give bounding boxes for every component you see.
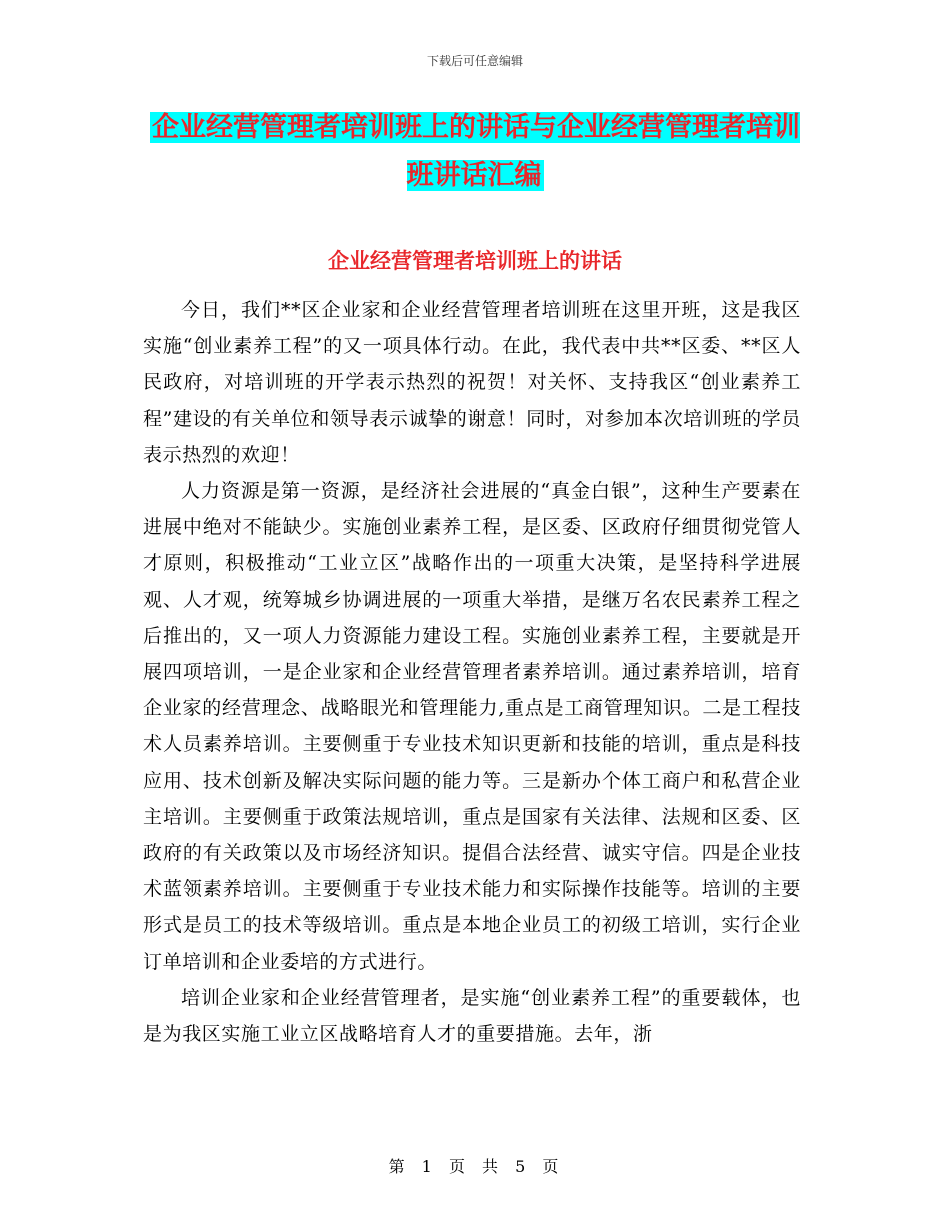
paragraph: 今日，我们**区企业家和企业经营管理者培训班在这里开班，这是我区实施“创业素养工程”的又一项具体行动。在此，我代表中共**区委、**区人民政府，对培训班的开学表示热烈的祝贺！对关怀、支持我区“创业素养工程”建设的有关单位和领导表示诚挚的谢意！同时，对参加本次培训班的学员表示热烈的欢迎！ — [143, 299, 801, 466]
paragraph: 培训企业家和企业经营管理者，是实施“创业素养工程”的重要载体，也是为我区实施工业立区战略培育人才的重要措施。去年，浙 — [143, 986, 801, 1046]
page-header-note: 下载后可任意编辑 — [426, 54, 523, 68]
section-title: 企业经营管理者培训班上的讲话 — [328, 248, 622, 273]
document-title — [140, 104, 810, 200]
body-text — [143, 292, 801, 1052]
page-footer: 第 1 页 共 5 页 — [388, 1157, 562, 1176]
document-title-text: 企业经营管理者培训班上的讲话与企业经营管理者培训班讲话汇编 — [152, 112, 800, 191]
paragraph: 人力资源是第一资源，是经济社会进展的“真金白银”，这种生产要素在进展中绝对不能缺少。实施创业素养工程，是区委、区政府仔细贯彻党管人才原则，积极推动“工业立区”战略作出的一项重大决策，是坚持科学进展观、人才观，统筹城乡协调进展的一项重大举措，是继万名农民素养工程之后推出的，又一项人力资源能力建设工程。实施创业素养工程，主要就是开展四项培训，一是企业家和企业经营管理者素养培训。通过素养培训，培育企业家的经营理念、战略眼光和管理能力,重点是工商管理知识。二是工程技术人员素养培训。主要侧重于专业技术知识更新和技能的培训，重点是科技应用、技术创新及解决实际问题的能力等。三是新办个体工商户和私营企业主培训。主要侧重于政策法规培训，重点是国家有关法律、法规和区委、区政府的有关政策以及市场经济知识。提倡合法经营、诚实守信。四是企业技术蓝领素养培训。主要侧重于专业技术能力和实际操作技能等。培训的主要形式是员工的技术等级培训。重点是本地企业员工的初级工培训，实行企业订单培训和企业委培的方式进行。 — [143, 480, 801, 973]
